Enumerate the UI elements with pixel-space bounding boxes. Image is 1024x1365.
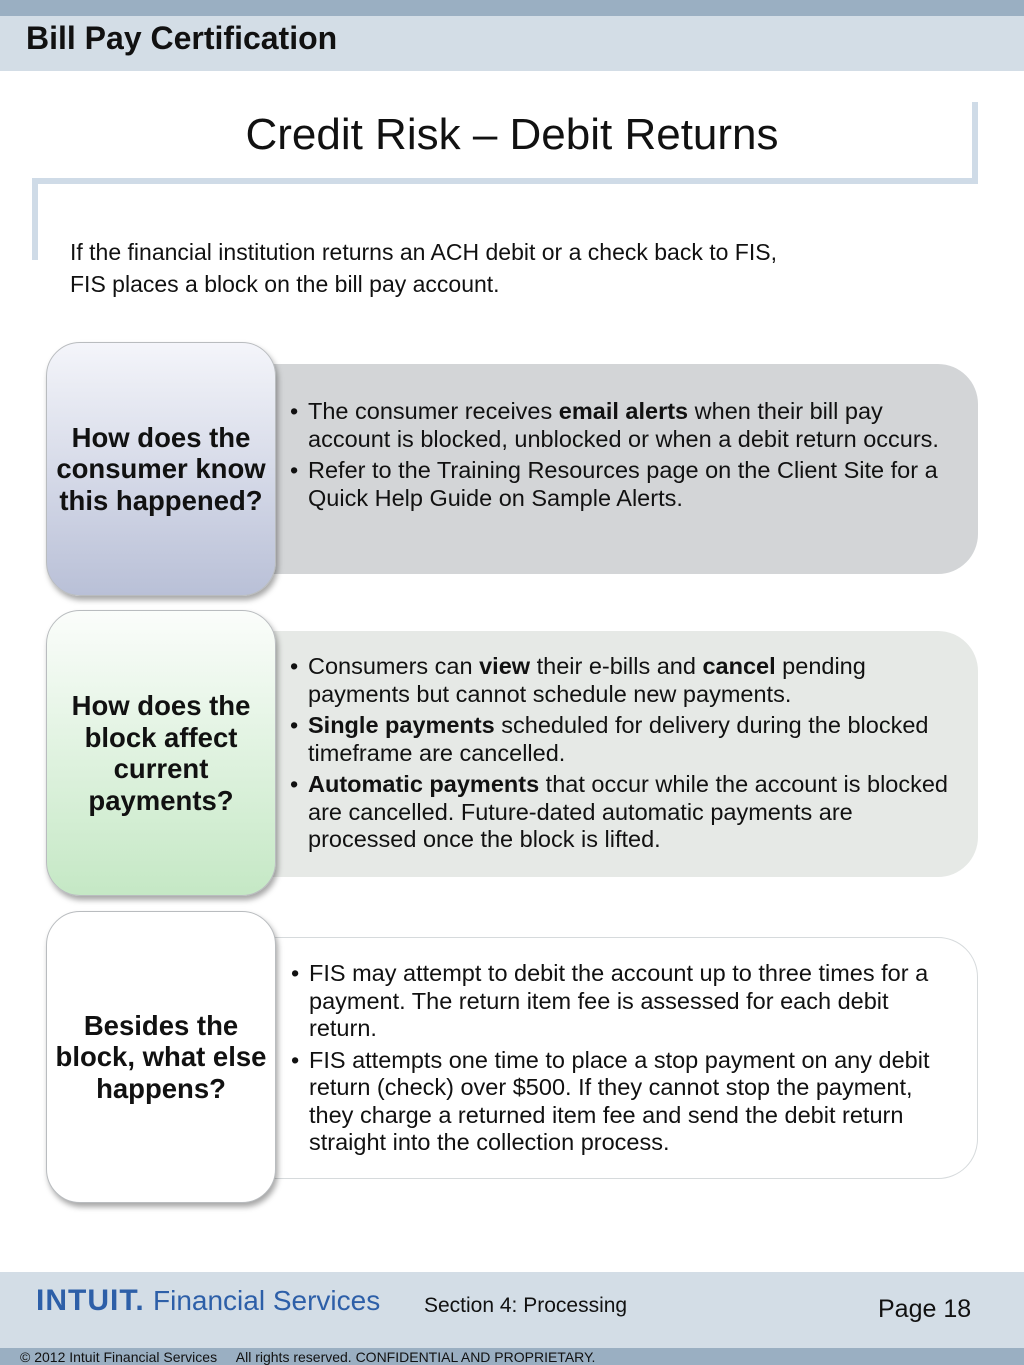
answer-panel-2 (250, 631, 978, 877)
bullet-item: • FIS may attempt to debit the account up to three times for a payment. The return item fee is assessed for each debit return. (291, 960, 929, 1041)
footer-section-label: Section 4: Processing (424, 1294, 628, 1317)
page-number: Page 18 (878, 1295, 972, 1323)
question-label: How does the block affect current payments? (71, 690, 251, 816)
bullet-dot: • (290, 398, 299, 424)
answer-panel-3 (250, 937, 978, 1179)
bullet-item: • The consumer receives email alerts when their bill pay account is blocked, unblocked or when a debit return occurs. (290, 398, 939, 452)
logo-financial-services: Financial Services (153, 1285, 381, 1316)
bullet-item: • Consumers can view their e-bills and cancel pending payments but cannot schedule new payments. (290, 653, 866, 707)
question-box-2 (46, 610, 276, 896)
top-accent-strip (0, 0, 1024, 16)
intro-line-2: FIS places a block on the bill pay account. (70, 271, 500, 297)
bullet-item: • FIS attempts one time to place a stop payment on any debit return (check) over $500. If they cannot stop the payment, they charge a returned item fee and send the debit return straight into the collection process. (291, 1046, 930, 1155)
question-box-1 (46, 342, 276, 596)
bullet-item: • Single payments scheduled for delivery during the blocked timeframe are cancelled. (290, 712, 929, 766)
title-frame-left (32, 178, 38, 260)
slide-title: Credit Risk – Debit Returns (245, 110, 779, 159)
bullet-item: • Automatic payments that occur while the account is blocked are cancelled. Future-dated automatic payments are processed once the block is lifted. (290, 771, 949, 852)
bullet-dot: • (290, 457, 299, 483)
copyright-text: © 2012 Intuit Financial Services All rights reserved. CONFIDENTIAL AND PROPRIETARY. (20, 1349, 596, 1365)
bullet-item: • Refer to the Training Resources page on the Client Site for a Quick Help Guide on Sample Alerts. (290, 457, 938, 511)
bullet-dot: • (291, 1046, 300, 1073)
intro-line-1: If the financial institution returns an ACH debit or a check back to FIS, (70, 239, 777, 265)
intro-text (70, 236, 950, 300)
logo-intuit-word: INTUIT. (36, 1284, 145, 1317)
title-frame-bottom (32, 178, 978, 184)
bullet-dot: • (290, 653, 299, 679)
header-title: Bill Pay Certification (26, 20, 338, 56)
question-label: How does the consumer know this happened? (56, 421, 266, 516)
bullet-dot: • (290, 771, 299, 797)
question-box-3 (46, 911, 276, 1203)
intuit-logo (36, 1284, 380, 1318)
bullet-dot: • (291, 960, 300, 986)
answer-panel-1 (250, 364, 978, 574)
question-label: Besides the block, what else happens? (55, 1009, 267, 1104)
bullet-dot: • (290, 712, 299, 738)
